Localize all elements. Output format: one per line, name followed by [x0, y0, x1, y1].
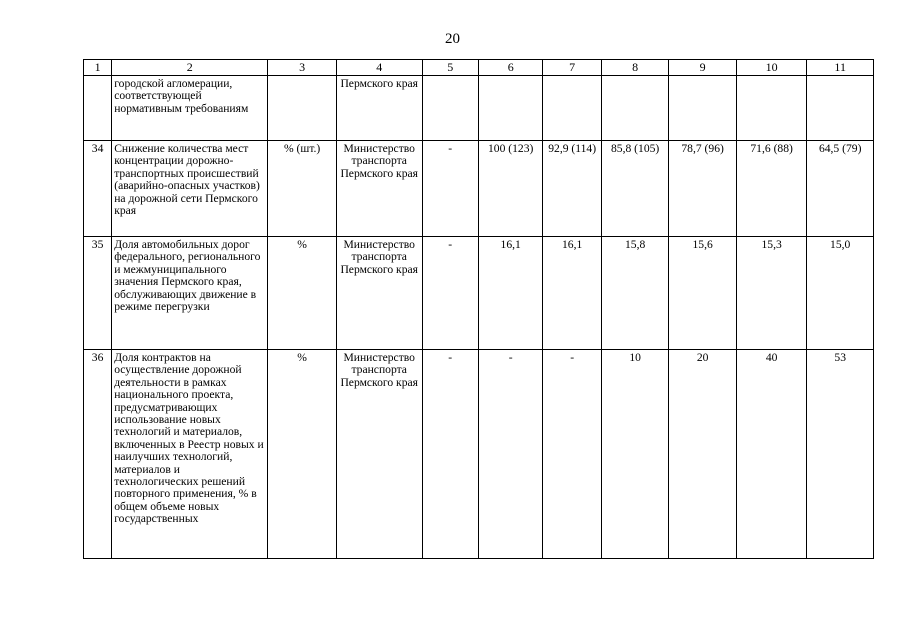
column-header: 4	[336, 60, 422, 76]
value-cell: 15,6	[669, 237, 737, 350]
agency-cell: Пермского края	[336, 76, 422, 141]
value-cell: -	[422, 350, 478, 559]
indicator-name: Доля автомобильных дорог федерального, регионального и межмуниципального значения Пермского края, обслуживающих движение в режиме перегрузки	[112, 237, 268, 350]
value-cell: 15,0	[807, 237, 874, 350]
row-number: 35	[84, 237, 112, 350]
value-cell: -	[422, 237, 478, 350]
value-cell: 40	[736, 350, 807, 559]
value-cell: 15,8	[601, 237, 669, 350]
table-row	[84, 141, 874, 237]
column-header: 7	[543, 60, 601, 76]
column-header: 6	[478, 60, 542, 76]
column-header: 5	[422, 60, 478, 76]
value-cell: -	[422, 141, 478, 237]
value-cell: 16,1	[543, 237, 601, 350]
value-cell: 85,8 (105)	[601, 141, 669, 237]
value-cell: 10	[601, 350, 669, 559]
column-header: 2	[112, 60, 268, 76]
table-row	[84, 76, 874, 141]
value-cell	[807, 76, 874, 141]
value-cell	[543, 76, 601, 141]
value-cell: 78,7 (96)	[669, 141, 737, 237]
column-header: 3	[268, 60, 337, 76]
value-cell: 16,1	[478, 237, 542, 350]
value-cell: 100 (123)	[478, 141, 542, 237]
indicators-table	[83, 59, 874, 559]
row-number	[84, 76, 112, 141]
column-header: 11	[807, 60, 874, 76]
unit-cell: % (шт.)	[268, 141, 337, 237]
value-cell: 71,6 (88)	[736, 141, 807, 237]
value-cell	[736, 76, 807, 141]
column-header: 10	[736, 60, 807, 76]
table-row	[84, 350, 874, 559]
value-cell	[601, 76, 669, 141]
value-cell: 64,5 (79)	[807, 141, 874, 237]
column-header: 9	[669, 60, 737, 76]
unit-cell: %	[268, 237, 337, 350]
value-cell	[669, 76, 737, 141]
value-cell: 15,3	[736, 237, 807, 350]
page-number: 20	[445, 31, 460, 47]
column-header: 1	[84, 60, 112, 76]
indicator-name: Снижение количества мест концентрации дорожно-транспортных происшествий (аварийно-опасных участков) на дорожной сети Пермского края	[112, 141, 268, 237]
row-number: 36	[84, 350, 112, 559]
table-row	[84, 237, 874, 350]
value-cell: -	[478, 350, 542, 559]
value-cell: -	[543, 350, 601, 559]
value-cell	[422, 76, 478, 141]
agency-cell: Министерство транспорта Пермского края	[336, 237, 422, 350]
value-cell: 20	[669, 350, 737, 559]
row-number: 34	[84, 141, 112, 237]
value-cell: 53	[807, 350, 874, 559]
unit-cell	[268, 76, 337, 141]
value-cell	[478, 76, 542, 141]
table-header-row	[84, 60, 874, 76]
agency-cell: Министерство транспорта Пермского края	[336, 141, 422, 237]
indicator-name: городской агломерации, соответствующей нормативным требованиям	[112, 76, 268, 141]
unit-cell: %	[268, 350, 337, 559]
value-cell: 92,9 (114)	[543, 141, 601, 237]
agency-cell: Министерство транспорта Пермского края	[336, 350, 422, 559]
column-header: 8	[601, 60, 669, 76]
indicator-name: Доля контрактов на осуществление дорожной деятельности в рамках национального проекта, предусматривающих использование новых технологий и материалов, включенных в Реестр новых и наилучших технологий, материалов и технологических решений повторного применения, % в общем объеме новых государственных	[112, 350, 268, 559]
